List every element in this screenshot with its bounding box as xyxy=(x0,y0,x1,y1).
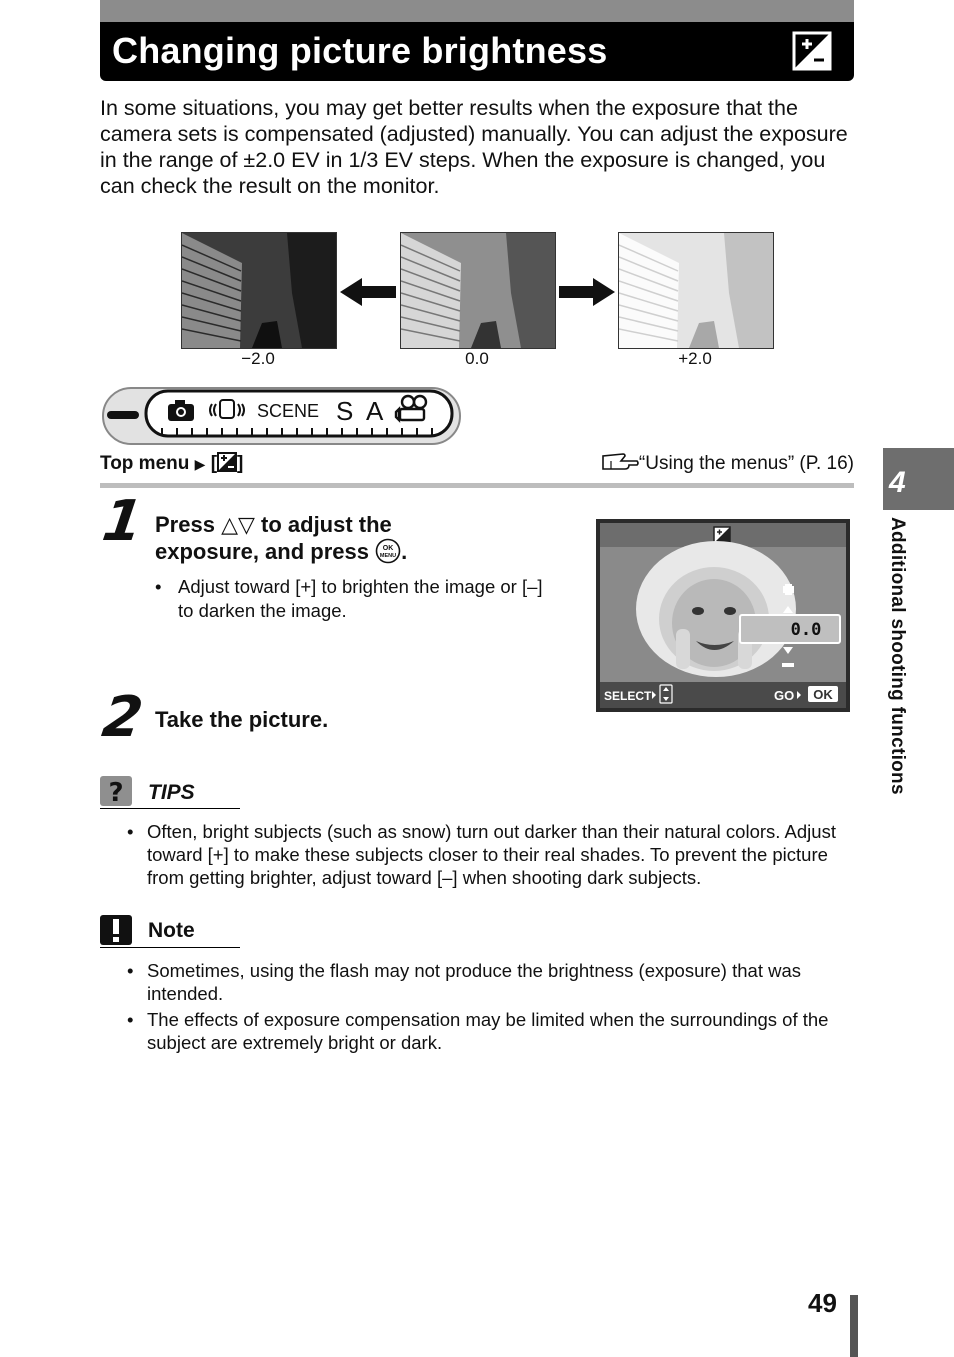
menu-reference-text: “Using the menus” (P. 16) xyxy=(638,453,854,474)
menu-path-prefix: Top menu xyxy=(100,453,190,474)
arrow-right-icon xyxy=(557,278,615,306)
ok-menu-button-icon xyxy=(375,538,401,564)
menu-item-open: [ xyxy=(210,453,218,474)
step-1-text-c: exposure, and press xyxy=(155,539,376,564)
chapter-number: 4 xyxy=(889,466,906,499)
title-bar-top-strip xyxy=(100,0,854,22)
menu-reference xyxy=(601,452,854,475)
tips-underline xyxy=(100,808,240,809)
note-heading: Note xyxy=(148,919,195,942)
example-photo-dark xyxy=(181,232,337,349)
page-number: 49 xyxy=(808,1288,837,1318)
exposure-compensation-icon xyxy=(792,31,832,71)
step-2-instruction: Take the picture. xyxy=(155,707,329,732)
note-item: • Sometimes, using the flash may not produce the brightness (exposure) that was intended. xyxy=(100,959,860,1005)
mode-dial-graphic xyxy=(102,386,462,446)
ev-label-zero: 0.0 xyxy=(465,349,489,368)
example-photo-normal xyxy=(400,232,556,349)
title-bar xyxy=(100,0,854,81)
menu-item-close: ] xyxy=(237,453,244,474)
example-photo-bright xyxy=(618,232,774,349)
camera-lcd-screen xyxy=(596,519,850,712)
step-1-text-a: Press xyxy=(155,512,222,537)
tips-heading: TIPS xyxy=(148,781,195,804)
lcd-go-label: GO xyxy=(774,688,795,703)
step-1-instruction xyxy=(155,511,555,565)
svg-text:SCENE: SCENE xyxy=(257,401,320,421)
tips-list xyxy=(100,820,860,892)
exposure-compensation-icon xyxy=(217,452,237,472)
lcd-ok-label: OK xyxy=(813,687,833,702)
svg-text:OK: OK xyxy=(382,545,394,552)
note-item: • The effects of exposure compensation may be limited when the surroundings of the subject are extremely bright or dark. xyxy=(100,1008,860,1054)
step-1-text-b: to adjust the xyxy=(254,512,392,537)
lcd-ev-value: 0.0 xyxy=(790,620,822,640)
step-number-1: 1 xyxy=(98,489,147,554)
arrow-left-icon xyxy=(340,278,398,306)
step-1-bullet: • Adjust toward [+] to brighten the image or [–] to darken the image. xyxy=(155,576,543,621)
ev-label-minus: −2.0 xyxy=(241,349,275,368)
step-number-2: 2 xyxy=(98,685,147,750)
chapter-label xyxy=(886,517,916,847)
svg-text:A: A xyxy=(366,396,384,426)
tips-item: • Often, bright subjects (such as snow) turn out darker than their natural colors. Adjust toward [+] to make these subjects closer to their real shades. To prevent the picture from getting brighter, adjust toward [–] when shooting dark subjects. xyxy=(100,820,860,889)
note-underline xyxy=(100,947,240,948)
svg-text:MENU: MENU xyxy=(379,553,397,559)
menu-arrow-icon: ▶ xyxy=(194,456,206,472)
up-down-arrows-icon: △▽ xyxy=(221,512,255,537)
step-1-text-d: . xyxy=(401,539,408,564)
intro-paragraph: In some situations, you may get better results when the exposure that the camera sets is compensated (adjusted) manually. You can adjust the exposure in the range of ±2.0 EV in 1/3 EV steps. When the exposure is changed, you can check the result on the monitor. xyxy=(100,96,848,198)
menu-path xyxy=(100,452,243,475)
ev-label-plus: +2.0 xyxy=(678,349,712,368)
section-divider xyxy=(100,483,854,488)
page-title: Changing picture brightness xyxy=(112,30,608,71)
svg-text:S: S xyxy=(336,396,354,426)
chapter-label-text: Additional shooting functions xyxy=(887,517,908,795)
reference-hand-icon xyxy=(601,452,639,472)
step-1-bullet-text: Adjust toward [+] to brighten the image or [–] to darken the image. xyxy=(178,576,543,621)
note-exclamation-icon xyxy=(100,915,132,945)
page-edge-bar xyxy=(850,1295,858,1357)
svg-text:?: ? xyxy=(108,778,124,806)
note-list xyxy=(100,959,860,1057)
tips-question-icon xyxy=(100,776,132,806)
lcd-select-label: SELECT xyxy=(604,689,652,703)
